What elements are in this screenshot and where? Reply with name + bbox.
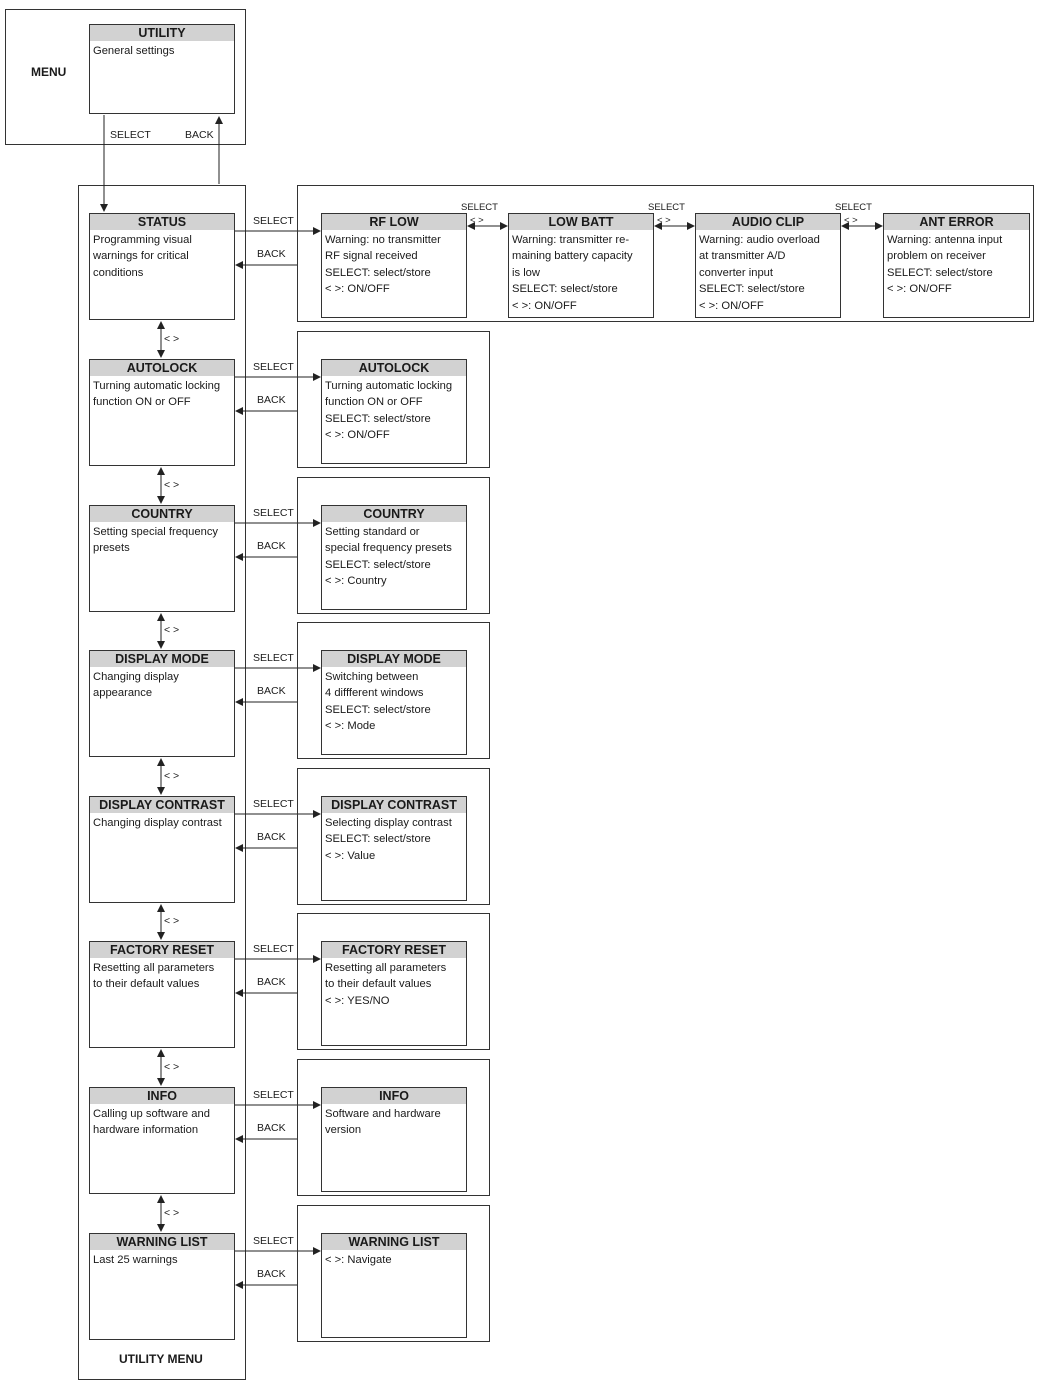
- submenu-audio-clip-line: Warning: audio overload: [699, 234, 820, 246]
- back-label: BACK: [257, 248, 286, 260]
- chain-nav-label: < >: [657, 215, 671, 226]
- submenu-autolock-line: SELECT: select/store: [325, 412, 431, 425]
- submenu-display-mode-line: < >: Mode: [325, 720, 376, 733]
- submenu-display-contrast-line: < >: Value: [325, 849, 376, 862]
- chain-nav-label: < >: [844, 215, 858, 226]
- back-label: BACK: [257, 685, 286, 697]
- submenu-rf-low-line: SELECT: select/store: [325, 266, 431, 279]
- submenu-info[interactable]: [321, 1087, 467, 1192]
- menu-item-status-line: Programming visual: [93, 234, 192, 246]
- submenu-ant-error-line: Warning: antenna input: [887, 234, 1003, 246]
- menu-item-display-mode[interactable]: [89, 650, 235, 757]
- utility-menu-label: UTILITY MENU: [119, 1352, 203, 1366]
- submenu-low-batt-line: < >: ON/OFF: [512, 299, 577, 312]
- select-label: SELECT: [253, 943, 294, 955]
- menu-item-autolock[interactable]: [89, 359, 235, 466]
- nav-label: < >: [164, 478, 180, 491]
- submenu-display-mode-line: Switching between: [325, 671, 419, 683]
- menu-item-status-line: conditions: [93, 266, 144, 279]
- submenu-rf-low-line: Warning: no transmitter: [325, 234, 441, 246]
- submenu-info-title: INFO: [322, 1088, 466, 1104]
- menu-item-warning-list-text: [90, 1250, 234, 1268]
- submenu-audio-clip-title: AUDIO CLIP: [696, 214, 840, 230]
- submenu-low-batt[interactable]: [508, 213, 654, 318]
- submenu-autolock-line: Turning automatic locking: [325, 380, 453, 392]
- submenu-audio-clip[interactable]: [695, 213, 841, 318]
- submenu-country-title: COUNTRY: [322, 506, 466, 522]
- submenu-autolock-line: < >: ON/OFF: [325, 429, 390, 442]
- submenu-info-text: [322, 1104, 466, 1139]
- submenu-factory-reset[interactable]: [321, 941, 467, 1046]
- nav-label: < >: [164, 769, 180, 782]
- select-label: SELECT: [253, 361, 294, 373]
- select-label: SELECT: [253, 215, 294, 227]
- menu-item-status[interactable]: [89, 213, 235, 320]
- utility-back-label: BACK: [185, 129, 214, 141]
- submenu-rf-low[interactable]: [321, 213, 467, 318]
- submenu-audio-clip-line: at transmitter A/D: [699, 250, 786, 263]
- menu-label: MENU: [31, 65, 67, 79]
- menu-item-autolock-text: [90, 376, 234, 411]
- submenu-country-line: Setting standard or: [325, 526, 420, 538]
- submenu-factory-reset-line: < >: YES/NO: [325, 994, 390, 1007]
- submenu-factory-reset-text: [322, 958, 466, 1009]
- submenu-rf-low-title: RF LOW: [322, 214, 466, 230]
- select-label: SELECT: [253, 798, 294, 810]
- submenu-ant-error[interactable]: [883, 213, 1030, 318]
- submenu-ant-error-title: ANT ERROR: [884, 214, 1029, 230]
- back-label: BACK: [257, 1268, 286, 1280]
- menu-item-autolock-line: function ON or OFF: [93, 396, 191, 409]
- select-label: SELECT: [253, 1089, 294, 1101]
- submenu-warning-list[interactable]: [321, 1233, 467, 1338]
- menu-item-info-title: INFO: [90, 1088, 234, 1104]
- nav-label: < >: [164, 1060, 180, 1073]
- menu-item-info[interactable]: [89, 1087, 235, 1194]
- submenu-low-batt-text: [509, 230, 653, 314]
- menu-item-autolock-line: Turning automatic locking: [93, 380, 221, 392]
- menu-item-warning-list-line: Last 25 warnings: [93, 1254, 178, 1266]
- submenu-country[interactable]: [321, 505, 467, 610]
- submenu-low-batt-title: LOW BATT: [509, 214, 653, 230]
- submenu-audio-clip-text: [696, 230, 840, 314]
- submenu-audio-clip-line: converter input: [699, 266, 774, 279]
- submenu-rf-low-line: < >: ON/OFF: [325, 283, 390, 296]
- menu-item-warning-list[interactable]: [89, 1233, 235, 1340]
- menu-item-display-mode-text: [90, 667, 234, 702]
- submenu-display-contrast-text: [322, 813, 466, 864]
- menu-item-factory-reset-line: to their default values: [93, 978, 200, 991]
- menu-item-country-title: COUNTRY: [90, 506, 234, 522]
- chain-nav-label: < >: [470, 215, 484, 226]
- menu-item-factory-reset-title: FACTORY RESET: [90, 942, 234, 958]
- menu-item-warning-list-title: WARNING LIST: [90, 1234, 234, 1250]
- menu-item-display-mode-line: appearance: [93, 687, 153, 700]
- submenu-autolock-line: function ON or OFF: [325, 396, 423, 409]
- chain-select-label: SELECT: [835, 202, 872, 213]
- back-label: BACK: [257, 1122, 286, 1134]
- utility-box-title: UTILITY: [90, 25, 234, 41]
- submenu-display-contrast-title: DISPLAY CONTRAST: [322, 797, 466, 813]
- nav-label: < >: [164, 915, 180, 927]
- submenu-warning-list-line: < >: Navigate: [325, 1254, 392, 1266]
- submenu-ant-error-text: [884, 230, 1029, 298]
- submenu-factory-reset-line: to their default values: [325, 978, 432, 991]
- submenu-low-batt-line: SELECT: select/store: [512, 283, 618, 296]
- submenu-autolock-title: AUTOLOCK: [322, 360, 466, 376]
- submenu-factory-reset-line: Resetting all parameters: [325, 962, 447, 974]
- submenu-display-contrast[interactable]: [321, 796, 467, 901]
- menu-item-country-line: Setting special frequency: [93, 526, 219, 538]
- submenu-factory-reset-title: FACTORY RESET: [322, 942, 466, 958]
- chain-select-label: SELECT: [648, 202, 685, 213]
- menu-item-display-mode-title: DISPLAY MODE: [90, 651, 234, 667]
- submenu-display-mode-line: SELECT: select/store: [325, 703, 431, 716]
- menu-item-factory-reset-line: Resetting all parameters: [93, 962, 215, 974]
- submenu-audio-clip-line: < >: ON/OFF: [699, 299, 764, 312]
- menu-item-autolock-title: AUTOLOCK: [90, 360, 234, 376]
- utility-select-label: SELECT: [110, 129, 151, 141]
- submenu-country-text: [322, 522, 466, 590]
- submenu-display-contrast-line: SELECT: select/store: [325, 833, 431, 846]
- menu-item-status-line: warnings for critical: [93, 250, 189, 263]
- back-label: BACK: [257, 831, 286, 843]
- nav-label: < >: [164, 332, 180, 345]
- submenu-low-batt-line: maining battery capacity: [512, 250, 633, 263]
- menu-item-status-text: [90, 230, 234, 281]
- submenu-rf-low-line: RF signal received: [325, 250, 418, 263]
- submenu-rf-low-text: [322, 230, 466, 298]
- menu-item-display-contrast-title: DISPLAY CONTRAST: [90, 797, 234, 813]
- menu-item-status-title: STATUS: [90, 214, 234, 230]
- menu-item-display-contrast-text: [90, 813, 234, 831]
- submenu-low-batt-line: Warning: transmitter re-: [512, 234, 630, 246]
- menu-item-factory-reset-text: [90, 958, 234, 993]
- submenu-low-batt-line: is low: [512, 266, 540, 279]
- submenu-display-contrast-line: Selecting display contrast: [325, 817, 452, 829]
- submenu-ant-error-line: problem on receiver: [887, 250, 986, 263]
- back-label: BACK: [257, 976, 286, 988]
- menu-item-display-contrast[interactable]: [89, 796, 235, 903]
- submenu-country-line: < >: Country: [325, 575, 387, 588]
- select-label: SELECT: [253, 652, 294, 664]
- submenu-autolock[interactable]: [321, 359, 467, 464]
- select-label: SELECT: [253, 1235, 294, 1247]
- menu-item-country[interactable]: [89, 505, 235, 612]
- submenu-autolock-text: [322, 376, 466, 444]
- menu-item-display-contrast-line: Changing display contrast: [93, 817, 222, 829]
- chain-select-label: SELECT: [461, 202, 498, 213]
- select-label: SELECT: [253, 507, 294, 519]
- submenu-warning-list-text: [322, 1250, 466, 1268]
- submenu-audio-clip-line: SELECT: select/store: [699, 283, 805, 296]
- submenu-display-mode-line: 4 diffferent windows: [325, 687, 424, 700]
- utility-box-line: General settings: [93, 45, 175, 57]
- menu-item-info-line: Calling up software and: [93, 1108, 210, 1120]
- submenu-display-mode-title: DISPLAY MODE: [322, 651, 466, 667]
- submenu-ant-error-line: SELECT: select/store: [887, 266, 993, 279]
- menu-item-display-mode-line: Changing display: [93, 671, 179, 683]
- submenu-ant-error-line: < >: ON/OFF: [887, 283, 952, 296]
- menu-item-info-line: hardware information: [93, 1124, 199, 1137]
- submenu-warning-list-title: WARNING LIST: [322, 1234, 466, 1250]
- submenu-info-line: version: [325, 1124, 362, 1137]
- submenu-country-line: special frequency presets: [325, 542, 452, 555]
- menu-item-country-line: presets: [93, 542, 130, 555]
- menu-item-country-text: [90, 522, 234, 557]
- submenu-display-mode-text: [322, 667, 466, 735]
- back-label: BACK: [257, 540, 286, 552]
- nav-label: < >: [164, 624, 180, 636]
- menu-item-info-text: [90, 1104, 234, 1139]
- submenu-info-line: Software and hardware: [325, 1108, 441, 1120]
- back-label: BACK: [257, 394, 286, 406]
- submenu-country-line: SELECT: select/store: [325, 558, 431, 571]
- menu-item-factory-reset[interactable]: [89, 941, 235, 1048]
- nav-label: < >: [164, 1206, 180, 1219]
- submenu-display-mode[interactable]: [321, 650, 467, 755]
